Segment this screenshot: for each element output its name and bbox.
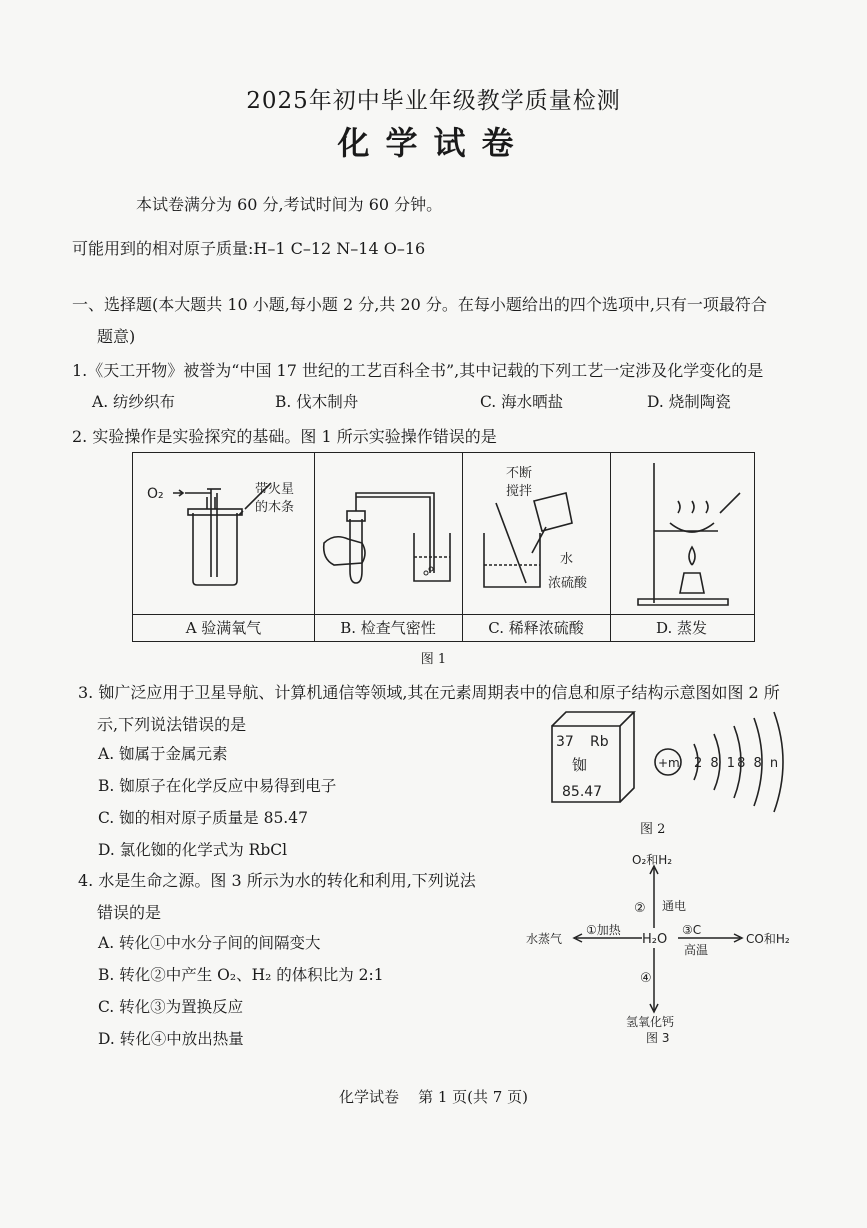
figure-1-table xyxy=(132,452,755,642)
rb-name: 铷 xyxy=(572,756,588,774)
q3-option-c: C. 铷的相对原子质量是 85.47 xyxy=(98,809,308,827)
figure-2-label: 图 2 xyxy=(640,822,666,837)
q4-option-b: B. 转化②中产生 O₂、H₂ 的体积比为 2:1 xyxy=(98,966,384,984)
figure-3-diagram xyxy=(520,848,810,1048)
q4-option-c: C. 转化③为置换反应 xyxy=(98,998,244,1016)
fig3-step3: ③C xyxy=(682,923,702,937)
rb-mass: 85.47 xyxy=(562,784,603,800)
q2-stem: 2. 实验操作是实验探究的基础。图 1 所示实验操作错误的是 xyxy=(72,427,497,446)
splint-label-2: 的木条 xyxy=(255,500,295,515)
dilute-acid-illustration xyxy=(462,453,610,615)
q4-stem-cont: 错误的是 xyxy=(97,903,162,922)
airtightness-illustration xyxy=(314,453,462,615)
q3-option-d: D. 氯化铷的化学式为 RbCl xyxy=(98,841,288,859)
q3-option-a: A. 铷属于金属元素 xyxy=(98,745,228,763)
q4-option-d: D. 转化④中放出热量 xyxy=(98,1030,244,1048)
q1-stem: 1.《天工开物》被誉为“中国 17 世纪的工艺百科全书”,其中记载的下列工艺一定涉及化学变化的是 xyxy=(72,361,764,380)
fig3-step2-num: ② xyxy=(634,901,646,916)
score-time-note: 本试卷满分为 60 分,考试时间为 60 分钟。 xyxy=(136,195,443,214)
water-label: 水 xyxy=(560,552,574,567)
stir-label-2: 搅拌 xyxy=(506,484,533,499)
rb-atomic-number: 37 xyxy=(556,734,574,750)
q4-option-a: A. 转化①中水分子间的间隔变大 xyxy=(98,934,321,952)
q1-option-d: D. 烧制陶瓷 xyxy=(647,393,731,411)
q4-stem: 4. 水是生命之源。图 3 所示为水的转化和利用,下列说法 xyxy=(78,871,476,890)
fig1-caption-d: D. 蒸发 xyxy=(655,619,708,637)
q3-stem: 3. 铷广泛应用于卫星导航、计算机通信等领域,其在元素周期表中的信息和原子结构示意图如图 2 所 xyxy=(78,683,780,702)
figure-3-label: 图 3 xyxy=(646,1031,670,1045)
fig3-left-product: 水蒸气 xyxy=(526,932,563,946)
evaporation-illustration xyxy=(610,453,753,615)
fig3-step4: ④ xyxy=(640,971,652,986)
fig3-right-product: CO和H₂ xyxy=(746,932,790,946)
acid-label: 浓硫酸 xyxy=(548,576,588,591)
fig3-step1: ①加热 xyxy=(586,923,621,937)
exam-subject: 化学试卷 xyxy=(337,124,530,162)
splint-label-1: 带火星 xyxy=(255,482,295,497)
fig3-center: H₂O xyxy=(642,932,668,947)
exam-title: 2025年初中毕业年级教学质量检测 xyxy=(246,88,621,114)
figure-1-label: 图 1 xyxy=(420,652,447,667)
figure-2-illustration xyxy=(548,704,808,816)
rb-symbol: Rb xyxy=(590,734,609,750)
o2-label: O₂ xyxy=(147,486,164,502)
stir-label-1: 不断 xyxy=(506,466,533,481)
q3-stem-cont: 示,下列说法错误的是 xyxy=(97,715,247,734)
fig3-step2-cond: 通电 xyxy=(662,899,687,913)
section-heading: 一、选择题(本大题共 10 小题,每小题 2 分,共 20 分。在每小题给出的四个选项中,只有一项最符合 xyxy=(72,295,767,314)
atomic-masses: 可能用到的相对原子质量:H–1 C–12 N–14 O–16 xyxy=(72,239,426,258)
fig1-caption-b: B. 检查气密性 xyxy=(340,619,436,637)
q1-option-b: B. 伐木制舟 xyxy=(275,393,359,411)
q1-option-a: A. 纺纱织布 xyxy=(92,393,176,411)
fig3-bottom-product: 氢氧化钙 xyxy=(626,1015,675,1029)
fig3-top-product: O₂和H₂ xyxy=(632,853,673,867)
electron-shells: 2 8 18 8 n xyxy=(694,756,781,771)
nucleus-label: +m xyxy=(658,756,680,770)
section-heading-cont: 题意) xyxy=(97,327,136,346)
oxygen-bottle-illustration xyxy=(133,453,314,615)
fig1-caption-a: A 验满氧气 xyxy=(185,619,262,637)
fig3-step3-cond: 高温 xyxy=(684,943,709,957)
fig1-caption-c: C. 稀释浓硫酸 xyxy=(488,619,584,637)
page-footer: 化学试卷 第 1 页(共 7 页) xyxy=(339,1088,528,1106)
q1-option-c: C. 海水晒盐 xyxy=(480,393,564,411)
q3-option-b: B. 铷原子在化学反应中易得到电子 xyxy=(98,777,337,795)
